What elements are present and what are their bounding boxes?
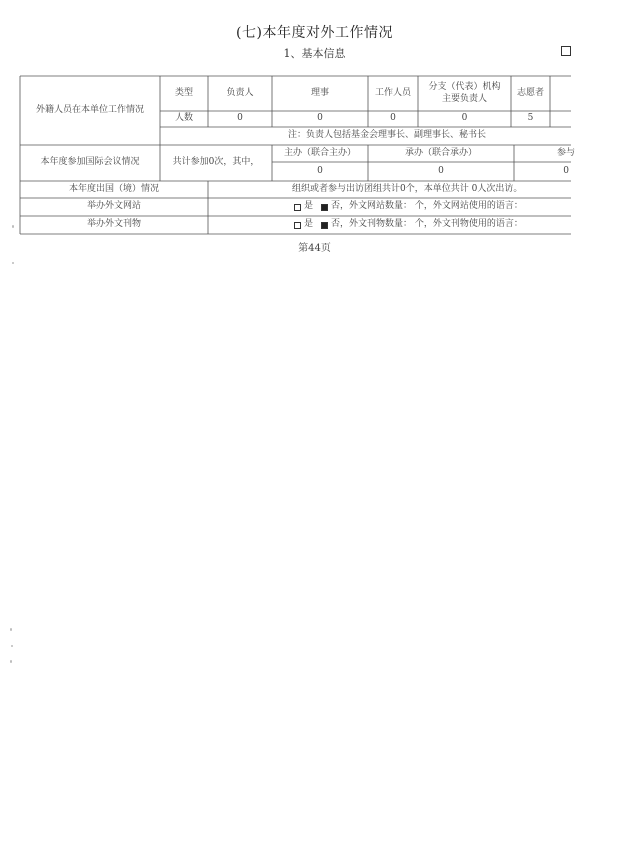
periodical-options: 是 否 ， 外文刊物数量： 个，外文刊物使用的语言： (208, 216, 571, 234)
periodical-label: 举办外文刊物 (86, 219, 141, 230)
periodical-no-checkbox (321, 222, 328, 229)
periodical-yes-label: 是 (304, 219, 314, 230)
type-label: 类型 (174, 87, 193, 98)
conference-header-host: 主办（联合主办） (283, 147, 356, 158)
section-title: (七)本年度对外工作情况 (236, 25, 393, 41)
website-no-checkbox (321, 204, 328, 211)
conference-total: 共计参加0次，其中， (172, 157, 260, 168)
value-staff: 0 (390, 113, 396, 124)
outbound-text: 组织或者参与出访团组共计0个，本单位共计 0人次出访。 (292, 183, 523, 194)
website-no-label: 否 (331, 201, 341, 212)
website-yes-checkbox (294, 204, 301, 211)
column-header-staff: 工作人员 (374, 87, 411, 98)
conference-header-organize: 承办（联合承办） (404, 147, 477, 158)
website-options: 是 否 ， 外文网站数量： 个，外文网站使用的语言： (208, 198, 571, 216)
conference-header-participate (514, 145, 575, 162)
conference-row-label: 本年度参加国际会议情况 (40, 157, 140, 168)
website-yes-label: 是 (304, 201, 314, 212)
scan-speck (12, 262, 14, 264)
sub-title: 1、基本信息 (283, 47, 346, 60)
column-header-volunteer: 志愿者 (516, 87, 544, 98)
outbound-label: 本年度出国（境）情况 (68, 183, 159, 194)
column-header-leader: 负责人 (226, 87, 254, 98)
conference-value-organize: 0 (438, 165, 444, 176)
conference-value-host: 0 (317, 165, 323, 176)
scan-speck (11, 645, 13, 647)
column-header-branch-head: 分支（代表）机构 主要负责人 (428, 82, 501, 104)
periodical-no-label: 否 (331, 219, 341, 230)
scan-speck (10, 660, 12, 663)
conference-value-participate: 0 (563, 165, 569, 176)
conference-header-participate-text: 参与 (556, 147, 575, 158)
scan-speck (10, 628, 12, 631)
value-director: 0 (317, 113, 323, 124)
column-header-director: 理事 (310, 87, 329, 98)
foreign-staff-row-label: 外籍人员在本单位工作情况 (35, 104, 144, 115)
value-volunteer: 5 (527, 113, 534, 124)
count-label: 人数 (174, 113, 193, 124)
website-details: 外文网站数量： 个，外文网站使用的语言： (349, 201, 523, 212)
value-leader: 0 (237, 113, 243, 124)
value-branch-head: 0 (461, 113, 468, 124)
scan-speck (12, 225, 14, 228)
page-number: 第44页 (298, 243, 331, 254)
corner-checkbox (561, 46, 571, 56)
staff-note: 注：负责人包括基金会理事长、副理事长、秘书长 (288, 130, 487, 141)
periodical-yes-checkbox (294, 222, 301, 229)
periodical-details: 外文刊物数量： 个，外文刊物使用的语言： (349, 219, 523, 230)
website-label: 举办外文网站 (86, 201, 141, 212)
